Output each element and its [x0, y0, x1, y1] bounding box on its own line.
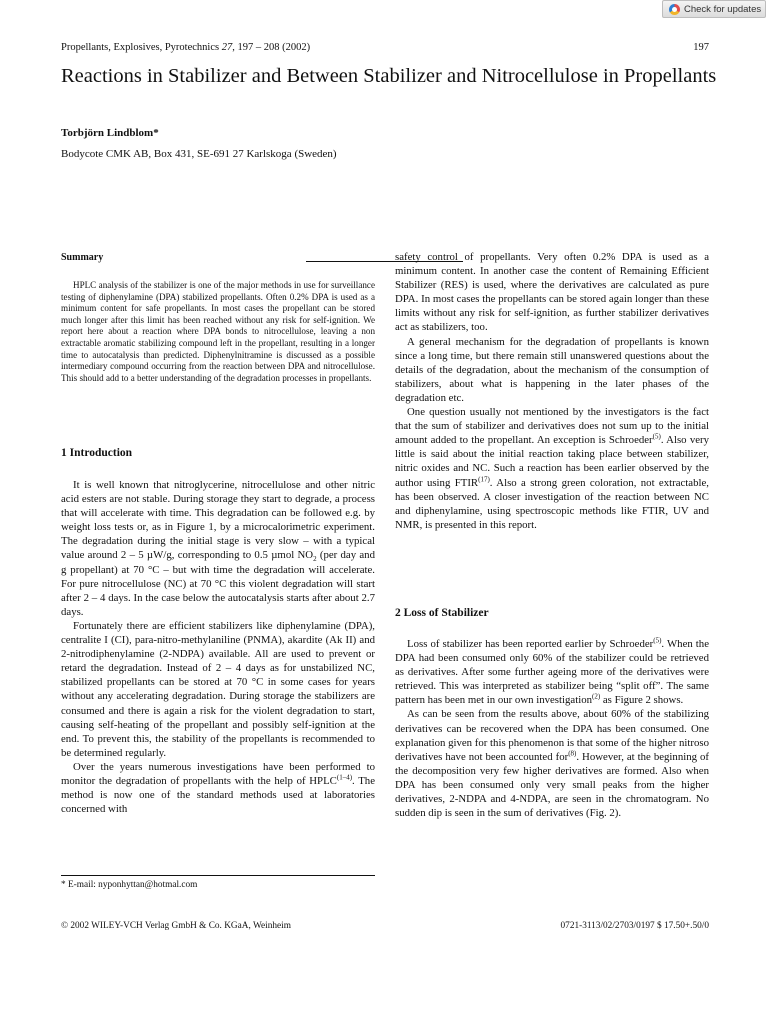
- section-2-paragraph-1: Loss of stabilizer has been reported earlier by Schroeder$^{(5)}$. When the DPA had been consumed only 60% of the stabilizer could be retrieved as derivatives. After some further ageing more of the derivatives were retrieved. This was interpreted as stabilizer being “split off”. The same pattern has been met in our own investigation$^{(2)}$ as Figure 2 shows.: [395, 636, 709, 707]
- volume-number: 27: [221, 42, 233, 53]
- author-name: Torbjörn Lindblom*: [61, 127, 159, 139]
- intro-paragraph-2: Fortunately there are efficient stabilizers like diphenylamine (DPA), centralite I (CI), para-nitro-methylaniline (PNMA), akardite (Ak II) and 2-nitrodiphenylamine (2-NDPA) available. All are used to prevent or retard the degradation. Instead of 2 – 4 days as for unstabilized NC, stabilized propellants can be stored at 70 °C in some cases for years without any accelerating degradation. During storage the stabilizers are consumed and there is again a risk for the violent degradation to start, causing self-heating of the propellant and possibly self-ignition at the end. To prevent this, the stability of the propellants is recommended to be determined regularly.: [61, 619, 375, 759]
- copyright-notice: © 2002 WILEY-VCH Verlag GmbH & Co. KGaA, Weinheim: [61, 921, 291, 931]
- journal-citation: Propellants, Explosives, Pyrotechnics 27, 197 – 208 (2002): [61, 42, 311, 53]
- intro-paragraph-1: It is well known that nitroglycerine, nitrocellulose and other nitric acid esters are not stable. During storage they start to degrade, a process that will accelerate with time. This degradation can be followed e.g. by weight loss tests or, as in Figure 1, by a microcalorimetric experiment. The degradation during the initial stage is very slow – with a typical value around 2 – 5 µW/g, corresponding to 0.5 µmol $NO_2$ (per day and g propellant) at 70 °C – but with time the degradation will accelerate. For pure nitrocellulose (NC) at 70 °C this violent degradation will start after 2 – 4 days. In the case below the autocatalysis starts after about 2.7 days.: [61, 479, 375, 618]
- crossmark-icon: [669, 4, 680, 15]
- running-header: [61, 42, 709, 53]
- footnote-divider: [61, 875, 375, 876]
- intro-paragraph-3: Over the years numerous investigations have been performed to monitor the degradation of propellants with the help of HPLC$^{(1-4)}$. The method is now one of the standard methods used at laboratories concerned with: [61, 760, 376, 816]
- footnote-email: * E-mail: nyponhyttan@hotmal.com: [61, 880, 198, 890]
- right-paragraph-3: One question usually not mentioned by the investigators is the fact that the sum of stabilizer and derivatives does not sum up to the initial amount added to the propellant. An exception is Schroeder$^{(5)}$. Also very little is said about the initial reaction taking place between stabilizer, nitric oxides and NC. Such a reaction has been earlier observed by the author using FTIR$^{(17)}$. Also a strong green coloration, not extractable, has been observed. A closer investigation of the reaction between NC and diphenylamine, using spectroscopic methods like FTIR, UV and NMR, is presented in this report.: [395, 406, 710, 531]
- page-number: 197: [693, 42, 709, 53]
- check-for-updates-label: Check for updates: [684, 3, 762, 15]
- section-2-paragraph-2: As can be seen from the results above, about 60% of the stabilizing derivatives can be recovered when the DPA has been consumed. One explanation given for this phenomenon is that some of the higher nitroso derivatives have not been accounted for$^{(8)}$. However, at the beginning of the decomposition very few higher derivatives are formed. Also when DPA has been consumed only very small peaks from the higher derivatives, 2-NDPA and 4-NDPA, are seen in the chromatogram. No sudden dip is seen in the sum of derivatives (Fig. 2).: [395, 708, 709, 820]
- summary-text: HPLC analysis of the stabilizer is one of the major methods in use for surveillance testing of diphenylamine (DPA) stabilized propellants. Often 0.2% DPA is used as a minimum content for safe propellants. In most cases the propellant can be stored much longer after this limit has been reached without any risk for self-ignition. We report here about a reaction where DPA bonds to nitrocellulose, leaving a non extractable aromatic stabilizing compound left in the propellant, resulting in a longer time to autocatalysis than predicted. Diphenylnitramine is discussed as a possible intermediary compound occurring from the reaction between DPA and nitrocellulose. This should add to a better understanding of the degradation processes in propellants.: [61, 280, 375, 383]
- section-2-text: [395, 637, 709, 820]
- right-paragraph-1: safety control of propellants. Very often 0.2% DPA is used as a minimum content. In another case the content of Remaining Efficient Stabilizer (RES) is used, where the derivatives are calculated as pure DPA. In most cases the propellants can be stored again longer than these limits without any risk for self-ignition, as further stabilizer derivatives act as stabilizers, too.: [395, 251, 709, 334]
- introduction-heading: 1 Introduction: [61, 447, 133, 459]
- summary-heading: Summary: [61, 252, 104, 263]
- right-column-text: [395, 250, 709, 532]
- article-title: Reactions in Stabilizer and Between Stabilizer and Nitrocellulose in Propellants: [61, 65, 717, 87]
- section-2-heading: 2 Loss of Stabilizer: [395, 607, 489, 619]
- right-paragraph-2: A general mechanism for the degradation of propellants is known since a long time, but there remain still unanswered questions about the details of the degradation, about the mechanism of the consumption of stabilizers, about what is happening in the later phases of the degradation etc.: [395, 335, 709, 404]
- check-for-updates-button[interactable]: [662, 0, 766, 18]
- author-affiliation: Bodycote CMK AB, Box 431, SE-691 27 Karlskoga (Sweden): [61, 148, 337, 160]
- page-footer: [61, 921, 709, 931]
- introduction-text: [61, 478, 375, 816]
- issn-code: 0721-3113/02/2703/0197 $ 17.50+.50/0: [560, 921, 709, 931]
